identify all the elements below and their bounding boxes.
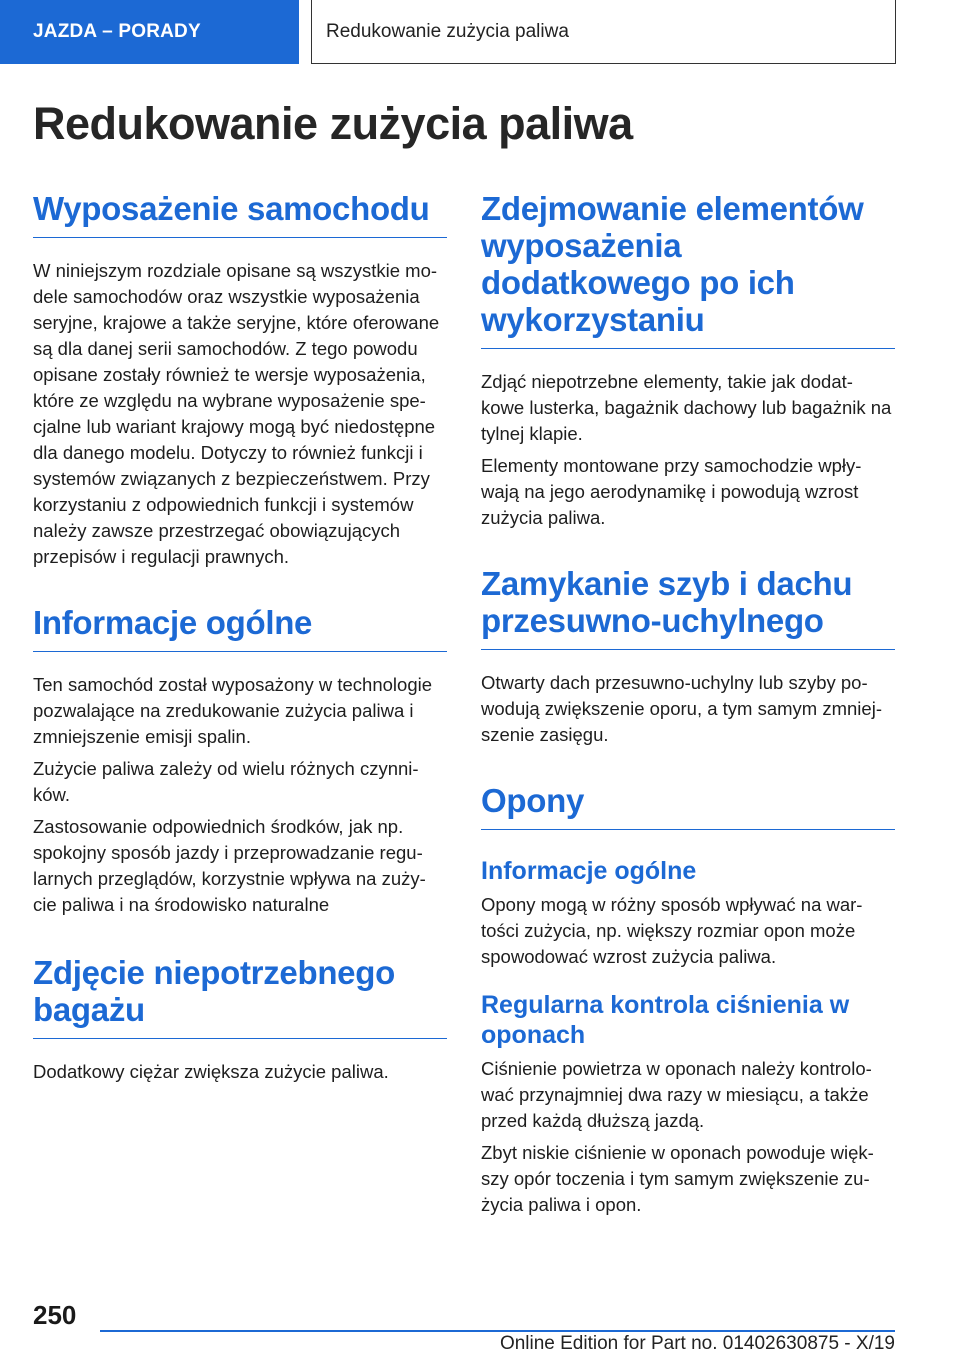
tyres-general-paragraph: Opony mogą w różny sposób wpływać na war‐ tości zużycia, np. większy rozmiar opon może spowodować wzrost zużycia paliwa. <box>481 894 863 967</box>
subheading-tyre-pressure: Regularna kontrola ciśnienia w oponach <box>481 991 850 1049</box>
left-column <box>33 190 447 1085</box>
page-title: Redukowanie zużycia paliwa <box>33 98 633 149</box>
equipment-paragraph: W niniejszym rozdziale opisane są wszystkie mo‐ dele samochodów oraz wszystkie wyposażenia seryjne, krajowe a także seryjne, które oferowane są dla danej serii samochodów. Z tego powodu opisane zostały również te wersje wyposażenia, które ze względu na wybrane wyposażenie spe‐ cjalne lub wariant krajowy mogą być niedostępne dla danego modelu. Dotyczy to również funkcji i systemów związanych z bezpieczeństwem. Przy korzystaniu z odpowiednich funkcji i systemów należy zawsze przestrzegać obowiązujących przepisów i regulacji prawnych. <box>33 260 440 567</box>
heading-tyres: Opony <box>481 782 895 830</box>
section-header: JAZDA – PORADY <box>0 0 299 64</box>
tyre-pressure-paragraph-1: Ciśnienie powietrza w oponach należy kontrolo‐ wać przynajmniej dwa razy w miesiącu, a także przed każdą dłuższą jazdą. <box>481 1058 872 1131</box>
general-info-paragraph-2: Zużycie paliwa zależy od wielu różnych czynni‐ ków. <box>33 758 419 805</box>
page-number: 250 <box>33 1300 77 1330</box>
general-info-paragraph-1: Ten samochód został wyposażony w technologie pozwalające na zredukowanie zużycia paliwa i zmniejszenie emisji spalin. <box>33 674 433 747</box>
heading-close-windows: Zamykanie szyb i dachu przesuwno-uchylnego <box>481 565 895 650</box>
general-info-paragraph-3: Zastosowanie odpowiednich środków, jak np. spokojny sposób jazdy i przeprowadzanie regu‐ larnych przeglądów, korzystnie wpływa na zuży‐ cie paliwa i na środowisko naturalne <box>33 816 426 915</box>
remove-accessories-paragraph-2: Elementy montowane przy samochodzie wpły‐ wają na jego aerodynamikę i powodują wzrost zużycia paliwa. <box>481 455 862 528</box>
footer-rule <box>100 1330 895 1332</box>
heading-luggage: Zdjęcie niepotrzebnego bagażu <box>33 954 447 1039</box>
heading-remove-accessories: Zdejmowanie elementów wyposażenia dodatkowego po ich wykorzystaniu <box>481 190 895 349</box>
footer-edition: Online Edition for Part no. 01402630875 - X/19 <box>499 1333 895 1354</box>
luggage-paragraph: Dodatkowy ciężar zwiększa zużycie paliwa. <box>33 1061 389 1082</box>
remove-accessories-paragraph-1: Zdjąć niepotrzebne elementy, takie jak dodat‐ kowe lusterka, bagażnik dachowy lub bagażnik na tylnej klapie. <box>481 371 892 444</box>
subheading-tyres-general: Informacje ogólne <box>481 857 697 885</box>
tyre-pressure-paragraph-2: Zbyt niskie ciśnienie w oponach powoduje więk‐ szy opór toczenia i tym samym zwiększenie zu‐ życia paliwa i opon. <box>481 1142 874 1215</box>
close-windows-paragraph: Otwarty dach przesuwno-uchylny lub szyby po‐ wodują zwiększenie oporu, a tym samym zmniej‐ szenie zasięgu. <box>481 672 882 745</box>
topic-header: Redukowanie zużycia paliwa <box>311 0 896 64</box>
right-column <box>481 190 895 1218</box>
heading-general-info: Informacje ogólne <box>33 604 447 652</box>
heading-equipment: Wyposażenie samochodu <box>33 190 447 238</box>
